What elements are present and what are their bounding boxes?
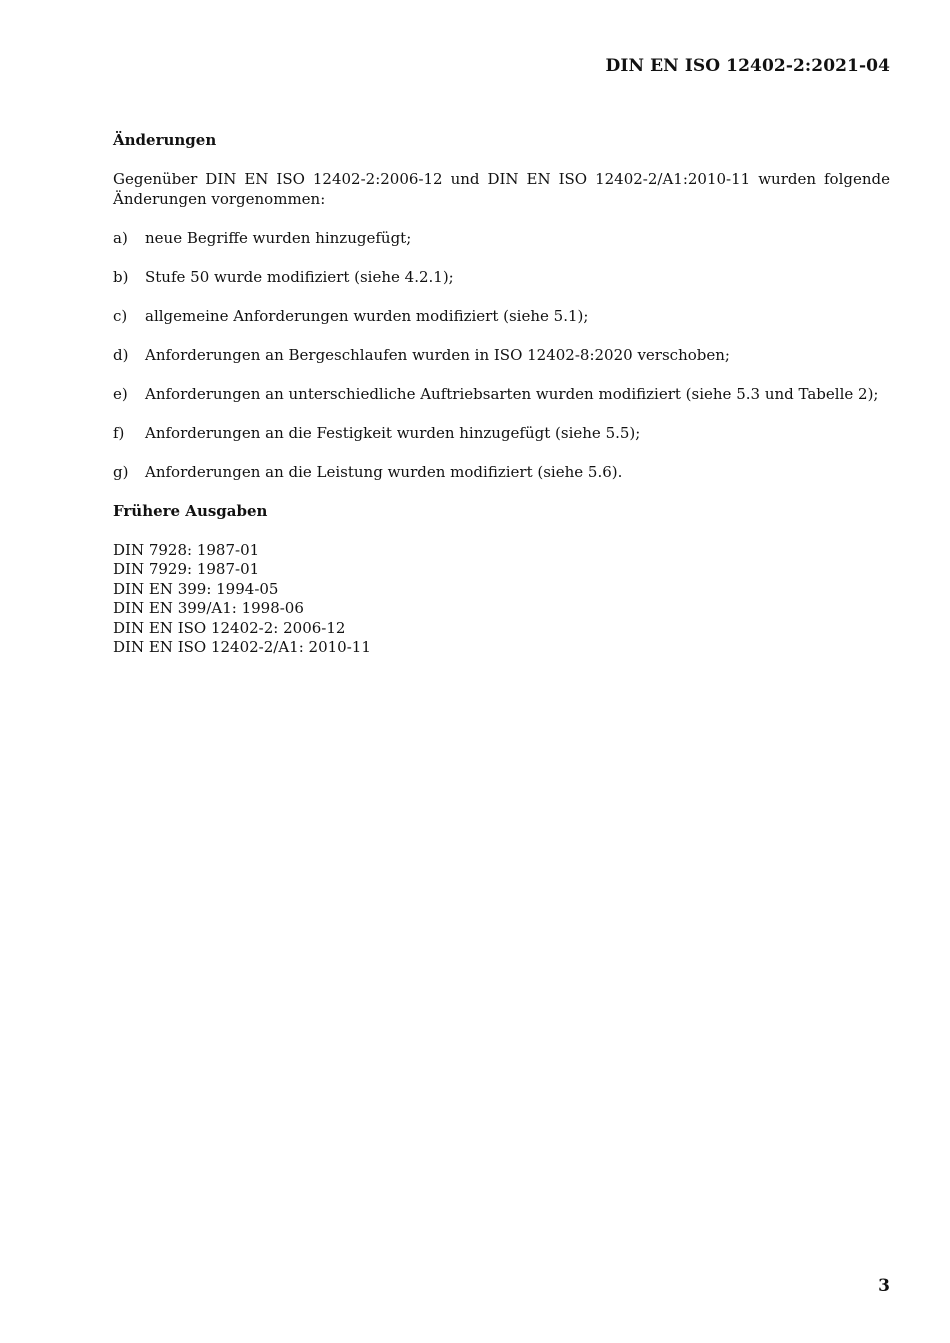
list-item-marker: b) [113,267,129,286]
list-item-marker: f) [113,423,125,442]
list-item [113,424,890,444]
list-item [113,229,890,249]
edition-item: DIN EN ISO 12402-2/A1: 2010-11 [113,638,371,656]
list-item-text: neue Begriffe wurden hinzugefügt; [145,228,412,247]
document-identifier: DIN EN ISO 12402-2:2021-04 [605,56,890,76]
list-item-marker: d) [113,345,129,364]
previous-editions-heading: Frühere Ausgaben [113,501,268,520]
list-item-text: Stufe 50 wurde modifiziert (siehe 4.2.1); [145,267,454,286]
edition-item: DIN EN ISO 12402-2: 2006-12 [113,618,346,637]
edition-item: DIN EN 399: 1994-05 [113,579,279,598]
page-content [113,131,890,658]
list-item-text: Anforderungen an Bergeschlaufen wurden in ISO 12402-8:2020 verschoben; [145,345,730,364]
edition-item: DIN EN 399/A1: 1998-06 [113,599,304,617]
page-number: 3 [878,1276,890,1296]
list-item-text: Anforderungen an unterschiedliche Auftriebsarten wurden modifiziert (siehe 5.3 und Tabelle 2); [145,384,879,403]
list-item-text: Anforderungen an die Festigkeit wurden hinzugefügt (siehe 5.5); [145,423,641,442]
list-item [113,385,890,405]
list-item-marker: c) [113,306,128,325]
list-item-marker: g) [113,462,129,481]
changes-heading: Änderungen [113,131,217,149]
list-item-text: allgemeine Anforderungen wurden modifiziert (siehe 5.1); [145,306,589,325]
list-item-text: Anforderungen an die Leistung wurden modifiziert (siehe 5.6). [145,462,623,481]
edition-item: DIN 7929: 1987-01 [113,560,260,578]
list-item [113,307,890,327]
list-item [113,463,890,483]
changes-intro: Gegenüber DIN EN ISO 12402-2:2006-12 und DIN EN ISO 12402-2/A1:2010-11 wurden folgende Änderungen vorgenommen: [113,170,890,208]
list-item-marker: a) [113,228,128,247]
previous-editions-list [113,541,890,658]
list-item [113,268,890,288]
list-item-marker: e) [113,384,128,403]
edition-item: DIN 7928: 1987-01 [113,540,260,559]
list-item [113,346,890,366]
changes-list [113,229,890,483]
